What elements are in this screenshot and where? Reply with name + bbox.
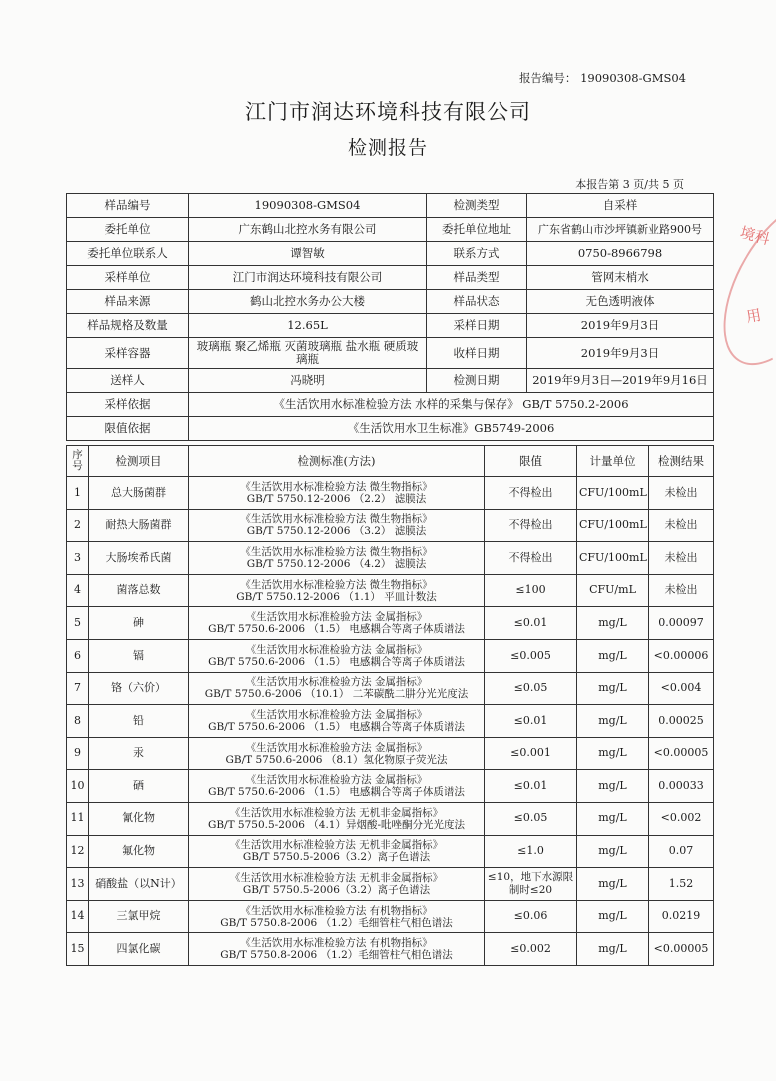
row-item: 氰化物 xyxy=(89,802,189,835)
row-item: 汞 xyxy=(89,737,189,770)
row-unit: mg/L xyxy=(577,770,649,803)
table-row xyxy=(67,542,714,575)
col-item: 检测项目 xyxy=(89,446,189,477)
row-unit: mg/L xyxy=(577,672,649,705)
report-number-value: 19090308-GMS04 xyxy=(580,71,686,85)
sample-date-label: 采样日期 xyxy=(427,314,527,338)
test-date-label: 检测日期 xyxy=(427,369,527,393)
spec-value: 12.65L xyxy=(189,314,427,338)
method-standard: GB/T 5750.6-2006 （1.5） 电感耦合等离子体质谱法 xyxy=(208,655,465,668)
row-unit: mg/L xyxy=(577,607,649,640)
test-type-value: 自采样 xyxy=(527,194,714,218)
sample-type-label: 样品类型 xyxy=(427,266,527,290)
report-title: 检测报告 xyxy=(347,137,428,159)
row-unit: mg/L xyxy=(577,639,649,672)
row-unit: mg/L xyxy=(577,802,649,835)
method-standard: GB/T 5750.12-2006 （2.2） 滤膜法 xyxy=(246,492,427,505)
row-unit: CFU/100mL xyxy=(577,509,649,542)
sampling-basis-label: 采样依据 xyxy=(67,393,189,417)
row-no: 1 xyxy=(67,477,89,510)
row-limit: ≤100 xyxy=(485,574,577,607)
row-no: 12 xyxy=(67,835,89,868)
row-no: 15 xyxy=(67,933,89,966)
table-row xyxy=(67,737,714,770)
row-item: 大肠埃希氏菌 xyxy=(89,542,189,575)
row-item: 菌落总数 xyxy=(89,574,189,607)
method-title: 《生活饮用水标准检验方法 金属指标》 xyxy=(245,708,428,721)
method-title: 《生活饮用水标准检验方法 微生物指标》 xyxy=(240,545,433,558)
row-item: 氟化物 xyxy=(89,835,189,868)
method-title: 《生活饮用水标准检验方法 无机非金属指标》 xyxy=(229,839,444,852)
row-limit: 不得检出 xyxy=(485,477,577,510)
method-standard: GB/T 5750.8-2006 （1.2）毛细管柱气相色谱法 xyxy=(220,916,453,929)
row-result: <0.00006 xyxy=(649,639,714,672)
sampler-label: 采样单位 xyxy=(67,266,189,290)
row-item: 硒 xyxy=(89,770,189,803)
row-limit: 不得检出 xyxy=(485,509,577,542)
client-value: 广东鹤山北控水务有限公司 xyxy=(189,218,427,242)
row-limit: 不得检出 xyxy=(485,542,577,575)
spec-label: 样品规格及数量 xyxy=(67,314,189,338)
method-standard: GB/T 5750.6-2006 （1.5） 电感耦合等离子体质谱法 xyxy=(208,786,465,799)
row-unit: CFU/mL xyxy=(577,574,649,607)
row-unit: CFU/100mL xyxy=(577,477,649,510)
row-no: 4 xyxy=(67,574,89,607)
client-address-label: 委托单位地址 xyxy=(427,218,527,242)
col-method: 检测标准(方法) xyxy=(189,446,485,477)
table-row xyxy=(67,607,714,640)
sampling-basis-value: 《生活饮用水标准检验方法 水样的采集与保存》 GB/T 5750.2-2006 xyxy=(189,393,714,417)
row-no: 11 xyxy=(67,802,89,835)
row-limit: ≤0.01 xyxy=(485,770,577,803)
row-result: 0.07 xyxy=(649,835,714,868)
method-title: 《生活饮用水标准检验方法 微生物指标》 xyxy=(240,480,433,493)
table-row xyxy=(67,835,714,868)
row-unit: mg/L xyxy=(577,737,649,770)
method-title: 《生活饮用水标准检验方法 金属指标》 xyxy=(245,611,428,624)
row-method xyxy=(189,672,485,705)
row-method xyxy=(189,770,485,803)
limit-basis-label: 限值依据 xyxy=(67,417,189,441)
table-row xyxy=(67,509,714,542)
client-label: 委托单位 xyxy=(67,218,189,242)
col-no: 序号 xyxy=(67,446,89,477)
row-unit: mg/L xyxy=(577,705,649,738)
table-row xyxy=(67,672,714,705)
method-title: 《生活饮用水标准检验方法 金属指标》 xyxy=(245,741,428,754)
row-limit: ≤0.06 xyxy=(485,900,577,933)
row-result: 未检出 xyxy=(649,574,714,607)
report-number-label: 报告编号： xyxy=(518,71,577,85)
container-value: 玻璃瓶 聚乙烯瓶 灭菌玻璃瓶 盐水瓶 硬质玻璃瓶 xyxy=(189,338,427,369)
row-no: 13 xyxy=(67,868,89,901)
row-method xyxy=(189,900,485,933)
page-info: 本报告第 3 页/共 5 页 xyxy=(575,178,684,191)
company-seal: 境科 用 xyxy=(732,195,776,365)
row-method xyxy=(189,542,485,575)
row-result: 0.00025 xyxy=(649,705,714,738)
method-standard: GB/T 5750.6-2006 （1.5） 电感耦合等离子体质谱法 xyxy=(208,720,465,733)
method-title: 《生活饮用水标准检验方法 有机物指标》 xyxy=(240,937,433,950)
row-item: 砷 xyxy=(89,607,189,640)
method-standard: GB/T 5750.6-2006 （10.1） 二苯碳酰二肼分光光度法 xyxy=(204,688,469,701)
state-value: 无色透明液体 xyxy=(527,290,714,314)
test-type-label: 检测类型 xyxy=(427,194,527,218)
row-unit: CFU/100mL xyxy=(577,542,649,575)
state-label: 样品状态 xyxy=(427,290,527,314)
row-item: 铅 xyxy=(89,705,189,738)
method-standard: GB/T 5750.12-2006 （4.2） 滤膜法 xyxy=(246,557,427,570)
row-method xyxy=(189,639,485,672)
results-table xyxy=(66,445,714,966)
col-result: 检测结果 xyxy=(649,446,714,477)
row-no: 5 xyxy=(67,607,89,640)
row-method xyxy=(189,802,485,835)
source-value: 鹤山北控水务办公大楼 xyxy=(189,290,427,314)
row-result: <0.00005 xyxy=(649,933,714,966)
method-title: 《生活饮用水标准检验方法 无机非金属指标》 xyxy=(229,871,444,884)
row-unit: mg/L xyxy=(577,900,649,933)
row-method xyxy=(189,607,485,640)
method-title: 《生活饮用水标准检验方法 金属指标》 xyxy=(245,643,428,656)
row-method xyxy=(189,933,485,966)
row-no: 10 xyxy=(67,770,89,803)
method-standard: GB/T 5750.5-2006（3.2）离子色谱法 xyxy=(242,851,431,864)
row-result: 0.00097 xyxy=(649,607,714,640)
phone-value: 0750-8966798 xyxy=(527,242,714,266)
company-name: 江门市润达环境科技有限公司 xyxy=(245,100,531,124)
row-limit: ≤0.01 xyxy=(485,607,577,640)
table-row xyxy=(67,868,714,901)
sender-value: 冯晓明 xyxy=(189,369,427,393)
col-limit: 限值 xyxy=(485,446,577,477)
row-method xyxy=(189,509,485,542)
method-standard: GB/T 5750.6-2006 （1.5） 电感耦合等离子体质谱法 xyxy=(208,623,465,636)
row-result: <0.002 xyxy=(649,802,714,835)
sample-no-value: 19090308-GMS04 xyxy=(189,194,427,218)
row-no: 8 xyxy=(67,705,89,738)
row-item: 三氯甲烷 xyxy=(89,900,189,933)
row-limit: ≤0.002 xyxy=(485,933,577,966)
table-row xyxy=(67,477,714,510)
table-row xyxy=(67,705,714,738)
row-method xyxy=(189,477,485,510)
receive-date-value: 2019年9月3日 xyxy=(527,338,714,369)
row-item: 硝酸盐（以N计） xyxy=(89,868,189,901)
row-no: 14 xyxy=(67,900,89,933)
method-standard: GB/T 5750.5-2006（3.2）离子色谱法 xyxy=(242,883,431,896)
row-item: 总大肠菌群 xyxy=(89,477,189,510)
row-method xyxy=(189,705,485,738)
test-date-value: 2019年9月3日—2019年9月16日 xyxy=(527,369,714,393)
method-title: 《生活饮用水标准检验方法 金属指标》 xyxy=(245,774,428,787)
source-label: 样品来源 xyxy=(67,290,189,314)
row-limit: ≤0.001 xyxy=(485,737,577,770)
table-row xyxy=(67,574,714,607)
row-limit: ≤10，地下水源限制时≤20 xyxy=(485,868,577,901)
table-row xyxy=(67,770,714,803)
container-label: 采样容器 xyxy=(67,338,189,369)
col-unit: 计量单位 xyxy=(577,446,649,477)
table-row xyxy=(67,933,714,966)
row-no: 6 xyxy=(67,639,89,672)
row-item: 铬（六价） xyxy=(89,672,189,705)
row-result: 未检出 xyxy=(649,477,714,510)
row-result: 未检出 xyxy=(649,509,714,542)
row-unit: mg/L xyxy=(577,868,649,901)
method-standard: GB/T 5750.5-2006 （4.1）异烟酸-吡唑酮分光光度法 xyxy=(207,818,466,831)
row-result: 0.0219 xyxy=(649,900,714,933)
report-number xyxy=(519,70,686,86)
method-standard: GB/T 5750.8-2006 （1.2）毛细管柱气相色谱法 xyxy=(220,949,453,962)
sampler-value: 江门市润达环境科技有限公司 xyxy=(189,266,427,290)
row-item: 四氯化碳 xyxy=(89,933,189,966)
row-limit: ≤0.05 xyxy=(485,802,577,835)
row-limit: ≤0.05 xyxy=(485,672,577,705)
table-row xyxy=(67,900,714,933)
row-no: 9 xyxy=(67,737,89,770)
row-result: <0.00005 xyxy=(649,737,714,770)
row-no: 3 xyxy=(67,542,89,575)
contact-label: 委托单位联系人 xyxy=(67,242,189,266)
row-item: 镉 xyxy=(89,639,189,672)
contact-value: 谭智敏 xyxy=(189,242,427,266)
row-limit: ≤1.0 xyxy=(485,835,577,868)
row-result: 0.00033 xyxy=(649,770,714,803)
method-title: 《生活饮用水标准检验方法 金属指标》 xyxy=(245,676,428,689)
sample-type-value: 管网末梢水 xyxy=(527,266,714,290)
receive-date-label: 收样日期 xyxy=(427,338,527,369)
method-standard: GB/T 5750.12-2006 （1.1） 平皿计数法 xyxy=(236,590,437,603)
table-row xyxy=(67,639,714,672)
row-unit: mg/L xyxy=(577,933,649,966)
row-item: 耐热大肠菌群 xyxy=(89,509,189,542)
row-result: 1.52 xyxy=(649,868,714,901)
row-method xyxy=(189,737,485,770)
sample-date-value: 2019年9月3日 xyxy=(527,314,714,338)
method-standard: GB/T 5750.6-2006 （8.1）氢化物原子荧光法 xyxy=(225,753,448,766)
row-no: 7 xyxy=(67,672,89,705)
method-title: 《生活饮用水标准检验方法 微生物指标》 xyxy=(240,513,433,526)
row-no: 2 xyxy=(67,509,89,542)
row-method xyxy=(189,574,485,607)
phone-label: 联系方式 xyxy=(427,242,527,266)
method-title: 《生活饮用水标准检验方法 无机非金属指标》 xyxy=(229,806,444,819)
row-limit: ≤0.005 xyxy=(485,639,577,672)
client-address-value: 广东省鹤山市沙坪镇新业路900号 xyxy=(527,218,714,242)
row-method xyxy=(189,835,485,868)
row-limit: ≤0.01 xyxy=(485,705,577,738)
row-result: 未检出 xyxy=(649,542,714,575)
row-method xyxy=(189,868,485,901)
row-unit: mg/L xyxy=(577,835,649,868)
limit-basis-value: 《生活饮用水卫生标准》GB5749-2006 xyxy=(189,417,714,441)
method-title: 《生活饮用水标准检验方法 微生物指标》 xyxy=(240,578,433,591)
sample-info-table xyxy=(66,193,714,441)
sender-label: 送样人 xyxy=(67,369,189,393)
method-title: 《生活饮用水标准检验方法 有机物指标》 xyxy=(240,904,433,917)
sample-no-label: 样品编号 xyxy=(67,194,189,218)
method-standard: GB/T 5750.12-2006 （3.2） 滤膜法 xyxy=(246,525,427,538)
table-row xyxy=(67,802,714,835)
row-result: <0.004 xyxy=(649,672,714,705)
